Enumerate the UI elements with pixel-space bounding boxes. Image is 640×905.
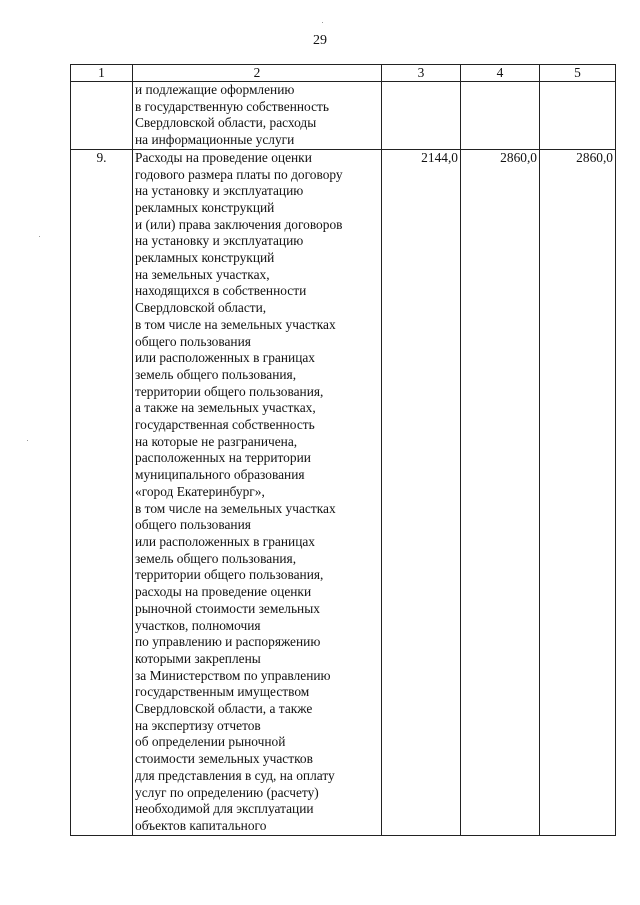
table-row — [71, 82, 616, 150]
description-line: территории общего пользования, — [135, 567, 324, 583]
description-line: по управлению и распоряжению — [135, 634, 321, 650]
description-line: на которые не разграничена, — [135, 433, 298, 449]
description-line: на информационные услуги — [135, 132, 295, 148]
row-value-col4 — [461, 82, 540, 150]
table-row — [71, 149, 616, 835]
description-line: Свердловской области, — [135, 300, 267, 316]
description-line: на экспертизу отчетов — [135, 717, 261, 733]
row-value-col4: 2860,0 — [461, 149, 540, 835]
description-line: государственным имуществом — [135, 684, 310, 700]
description-line: в государственную собственность — [135, 98, 329, 114]
row-number — [71, 82, 133, 150]
description-line: на установку и эксплуатацию — [135, 183, 304, 199]
page-number: 29 — [313, 33, 327, 48]
description-line: Свердловской области, расходы — [135, 115, 317, 131]
description-line: в том числе на земельных участках — [135, 316, 336, 332]
description-line: Расходы на проведение оценки — [135, 149, 312, 165]
description-line: и подлежащие оформлению — [135, 82, 295, 97]
description-line: земель общего пользования, — [135, 550, 297, 566]
row-description — [133, 149, 382, 835]
description-line: годового размера платы по договору — [135, 166, 343, 182]
description-line: расположенных на территории — [135, 450, 311, 466]
description-line: на земельных участках, — [135, 266, 270, 282]
column-number-4: 4 — [461, 65, 540, 82]
scan-speck — [322, 22, 323, 23]
row-value-col3: 2144,0 — [382, 149, 461, 835]
scan-speck — [27, 440, 28, 441]
scan-speck — [39, 236, 40, 237]
row-description — [133, 82, 382, 150]
description-line: участков, полномочия — [135, 617, 261, 633]
description-line: стоимости земельных участков — [135, 751, 313, 767]
column-number-row — [71, 65, 616, 82]
row-number: 9. — [71, 149, 133, 835]
row-value-col5: 2860,0 — [540, 149, 616, 835]
description-line: услуг по определению (расчету) — [135, 784, 319, 800]
description-line: территории общего пользования, — [135, 383, 324, 399]
description-line: государственная собственность — [135, 417, 315, 433]
description-line: или расположенных в границах — [135, 350, 316, 366]
description-line: общего пользования — [135, 517, 251, 533]
description-line: за Министерством по управлению — [135, 667, 331, 683]
description-line: «город Екатеринбург», — [135, 483, 265, 499]
row-value-col3 — [382, 82, 461, 150]
description-line: в том числе на земельных участках — [135, 500, 336, 516]
description-line: муниципального образования — [135, 467, 305, 483]
description-line: или расположенных в границах — [135, 533, 316, 549]
description-line: земель общего пользования, — [135, 366, 297, 382]
description-line: и (или) права заключения договоров — [135, 216, 343, 232]
description-line: которыми закреплены — [135, 650, 261, 666]
description-line: рекламных конструкций — [135, 199, 275, 215]
column-number-5: 5 — [540, 65, 616, 82]
description-line: общего пользования — [135, 333, 251, 349]
row-value-col5 — [540, 82, 616, 150]
column-number-2: 2 — [133, 65, 382, 82]
description-line: Свердловской области, а также — [135, 701, 313, 717]
description-line: необходимой для эксплуатации — [135, 801, 314, 817]
budget-table — [70, 64, 616, 836]
description-line: рекламных конструкций — [135, 250, 275, 266]
description-line: объектов капитального — [135, 817, 267, 833]
description-line: для представления в суд, на оплату — [135, 767, 335, 783]
description-line: а также на земельных участках, — [135, 400, 316, 416]
column-number-3: 3 — [382, 65, 461, 82]
description-line: рыночной стоимости земельных — [135, 600, 320, 616]
description-line: об определении рыночной — [135, 734, 286, 750]
column-number-1: 1 — [71, 65, 133, 82]
description-line: расходы на проведение оценки — [135, 584, 312, 600]
description-line: находящихся в собственности — [135, 283, 307, 299]
description-line: на установку и эксплуатацию — [135, 233, 304, 249]
